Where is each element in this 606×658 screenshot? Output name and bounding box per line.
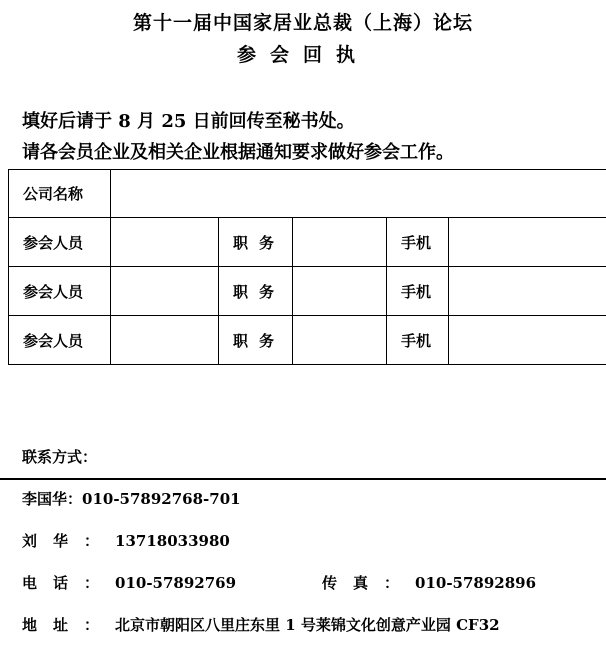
contact-address-label: 地址： (22, 616, 116, 634)
position-label: 职务 (219, 218, 293, 267)
mobile-field[interactable] (449, 218, 606, 267)
page-title: 第十一届中国家居业总裁（上海）论坛 (132, 12, 473, 34)
contact-address (22, 614, 500, 635)
company-row (9, 170, 606, 218)
contact-phone-value: 010-57892769 (115, 574, 237, 592)
attendee-row (9, 316, 606, 365)
attendee-name-field[interactable] (111, 316, 219, 365)
mobile-label: 手机 (387, 267, 449, 316)
contact-person-1-phone: 010-57892768-701 (82, 490, 241, 508)
instruction-deadline: 填好后请于 8 月 25 日前回传至秘书处。 (22, 111, 355, 132)
contact-person-1-label: 李国华： (22, 490, 83, 508)
company-name-label: 公司名称 (9, 170, 111, 218)
instruction-notice: 请各会员企业及相关企业根据通知要求做好参会工作。 (22, 142, 454, 163)
contact-fax (322, 572, 536, 593)
attendee-label: 参会人员 (9, 316, 111, 365)
mobile-label: 手机 (387, 218, 449, 267)
position-label: 职务 (219, 316, 293, 365)
position-field[interactable] (293, 267, 387, 316)
attendee-name-field[interactable] (111, 267, 219, 316)
position-field[interactable] (293, 218, 387, 267)
mobile-field[interactable] (449, 316, 606, 365)
contact-fax-value: 010-57892896 (415, 574, 537, 592)
attendee-row (9, 267, 606, 316)
contact-person-1 (22, 488, 241, 509)
company-name-field[interactable] (111, 170, 606, 218)
mobile-label: 手机 (387, 316, 449, 365)
position-field[interactable] (293, 316, 387, 365)
registration-form-table (8, 169, 606, 365)
attendee-name-field[interactable] (111, 218, 219, 267)
mobile-field[interactable] (449, 267, 606, 316)
contact-person-2-phone: 13718033980 (115, 532, 230, 550)
attendee-label: 参会人员 (9, 267, 111, 316)
page-subtitle: 参会回执 (236, 44, 369, 66)
contact-phone (22, 572, 236, 593)
contact-person-2 (22, 530, 230, 551)
contact-fax-label: 传真： (322, 574, 416, 592)
divider-line (0, 478, 606, 480)
attendee-row (9, 218, 606, 267)
contact-person-2-label: 刘华： (22, 532, 116, 550)
contact-address-value: 北京市朝阳区八里庄东里 1 号莱锦文化创意产业园 CF32 (115, 616, 500, 634)
attendee-label: 参会人员 (9, 218, 111, 267)
contact-heading: 联系方式： (22, 448, 98, 466)
position-label: 职务 (219, 267, 293, 316)
contact-phone-label: 电话： (22, 574, 116, 592)
